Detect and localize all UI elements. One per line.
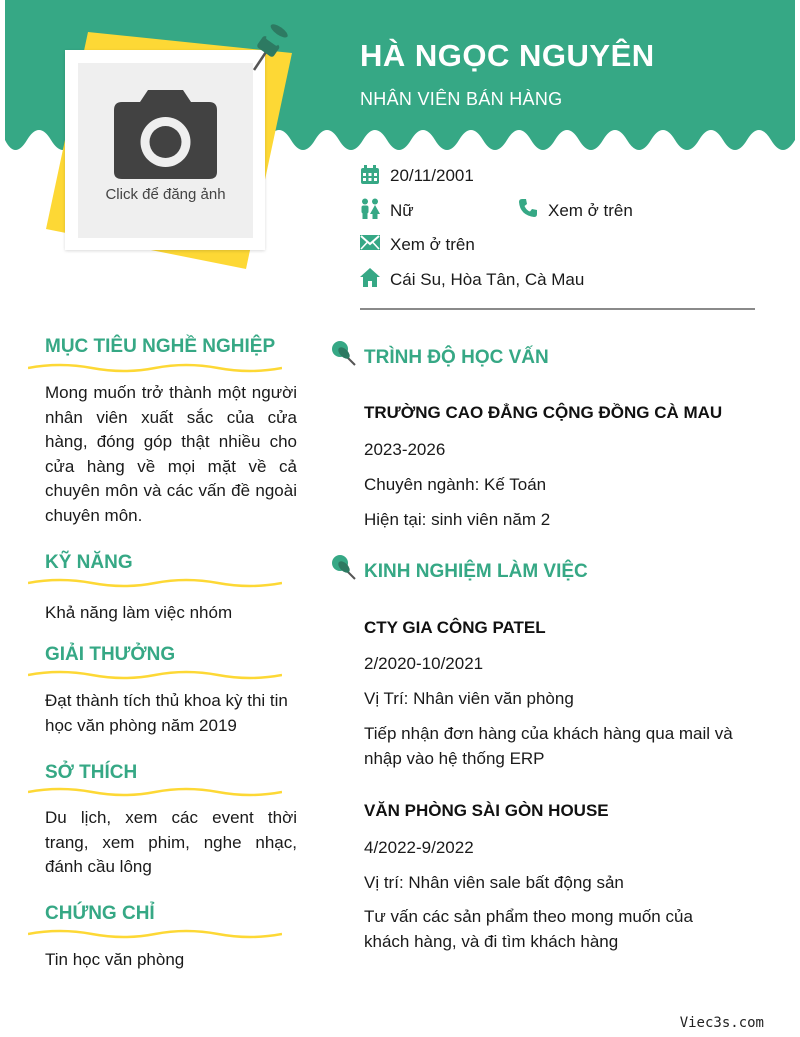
gender-icon <box>359 198 381 220</box>
email-icon <box>360 235 380 250</box>
job-description: Tiếp nhận đơn hàng của khách hàng qua mail và nhập vào hệ thống ERP <box>364 724 733 768</box>
certificates-text: Tin học văn phòng <box>45 950 185 969</box>
hobbies-heading: SỞ THÍCH <box>45 762 138 783</box>
education-major: Chuyên ngành: Kế Toán <box>364 475 547 494</box>
job-company: CTY GIA CÔNG PATEL <box>364 618 546 637</box>
birthday-value: 20/11/2001 <box>390 166 474 185</box>
certificates-wave-divider <box>28 928 282 940</box>
job-position: Vị trí: Nhân viên sale bất động sản <box>364 873 624 892</box>
awards-wave-divider <box>28 669 282 681</box>
gender-value: Nữ <box>390 201 414 220</box>
objective-wave-divider <box>28 362 282 374</box>
certificates-heading: CHỨNG CHỈ <box>45 903 155 924</box>
hobbies-text: Du lịch, xem các event thời trang, xem phim, nghe nhạc, đánh cầu lông <box>45 808 297 876</box>
awards-text: Đạt thành tích thủ khoa kỳ thi tin học văn phòng năm 2019 <box>45 691 288 735</box>
education-status: Hiện tại: sinh viên năm 2 <box>364 510 551 529</box>
experience-heading: KINH NGHIỆM LÀM VIỆC <box>364 561 588 582</box>
watermark: Viec3s.com <box>679 1015 764 1031</box>
address-value: Cái Su, Hòa Tân, Cà Mau <box>390 270 585 289</box>
pushpin-icon <box>246 22 294 74</box>
education-heading: TRÌNH ĐỘ HỌC VẤN <box>364 347 549 368</box>
home-icon <box>360 268 380 287</box>
skills-heading: KỸ NĂNG <box>45 552 133 573</box>
candidate-name: HÀ NGỌC NGUYÊN <box>360 38 655 73</box>
camera-icon[interactable] <box>113 88 218 180</box>
experience-pin-icon <box>328 552 358 582</box>
objective-text: Mong muốn trở thành một người nhân viên xuất sắc của cửa hàng, đóng góp thật nhiều cho cửa hàng về mọi mặt về cả chuyên môn và các vấn đề ngoài chuyên môn. <box>45 383 297 525</box>
education-school: TRƯỜNG CAO ĐẲNG CỘNG ĐỒNG CÀ MAU <box>364 403 723 422</box>
contact-divider <box>360 308 755 310</box>
awards-heading: GIẢI THƯỞNG <box>45 644 176 665</box>
hobbies-wave-divider <box>28 786 282 798</box>
phone-icon <box>518 198 538 218</box>
email-value: Xem ở trên <box>390 235 475 254</box>
photo-upload-caption[interactable]: Click để đăng ảnh <box>105 186 226 203</box>
objective-heading: MỤC TIÊU NGHỀ NGHIỆP <box>45 336 276 357</box>
job-period: 4/2022-9/2022 <box>364 838 474 857</box>
job-description: Tư vấn các sản phẩm theo mong muốn của khách hàng, và đi tìm khách hàng <box>364 907 693 951</box>
education-period: 2023-2026 <box>364 440 446 459</box>
skills-wave-divider <box>28 577 282 589</box>
job-position: Vị Trí: Nhân viên văn phòng <box>364 689 574 708</box>
job-company: VĂN PHÒNG SÀI GÒN HOUSE <box>364 801 609 820</box>
job-title: NHÂN VIÊN BÁN HÀNG <box>360 89 563 109</box>
job-period: 2/2020-10/2021 <box>364 654 484 673</box>
education-pin-icon <box>328 338 358 368</box>
calendar-icon <box>360 165 380 185</box>
phone-value: Xem ở trên <box>548 201 633 220</box>
skills-text: Khả năng làm việc nhóm <box>45 603 233 622</box>
